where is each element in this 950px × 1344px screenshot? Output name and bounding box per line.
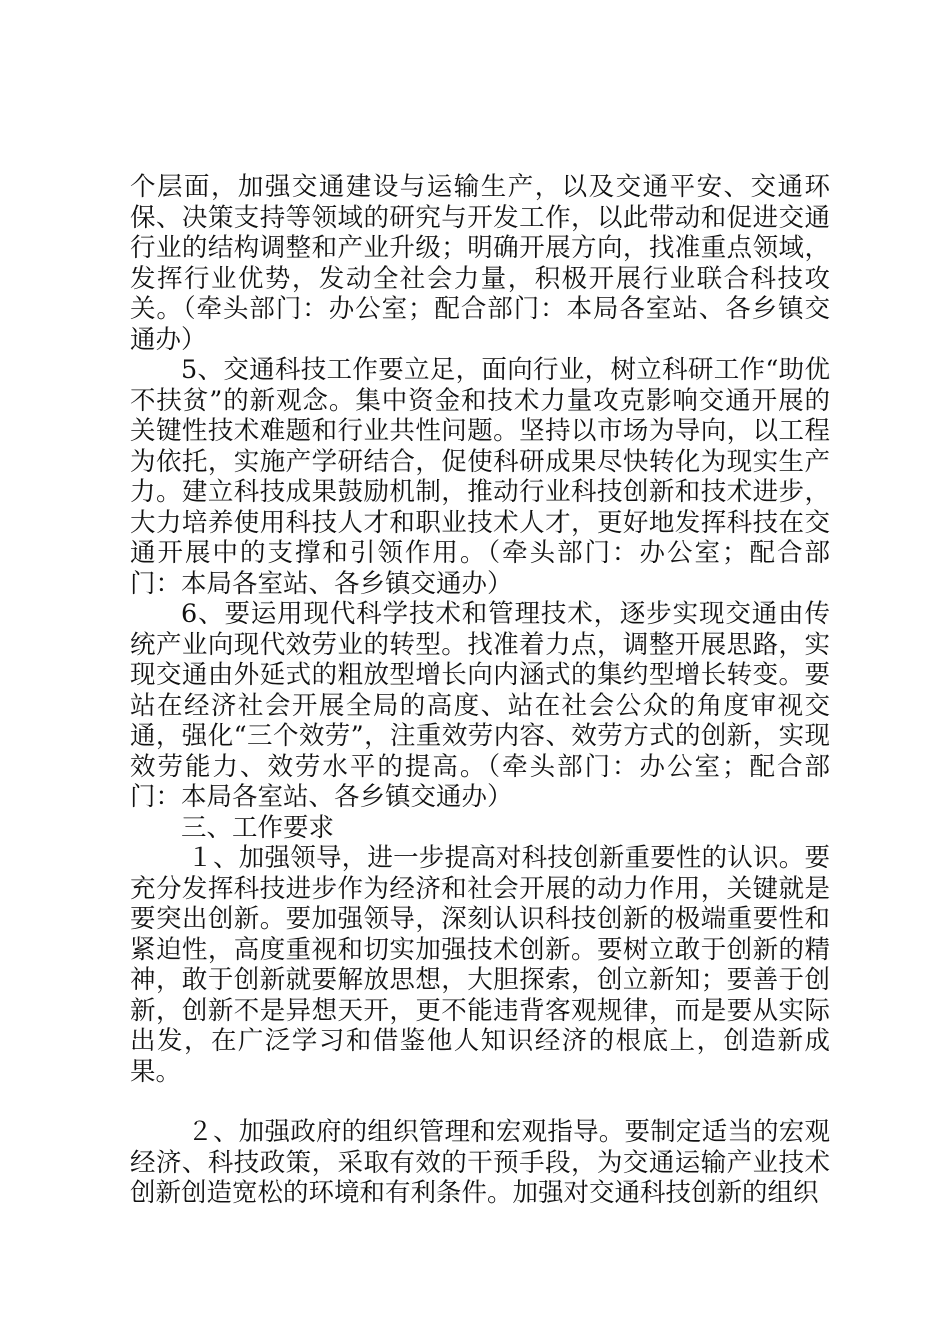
paragraph-requirement-2: ２、加强政府的组织管理和宏观指导。要制定适当的宏观经济、科技政策，采取有效的干预手段，为交通运输产业技术创新创造宽松的环境和有利条件。加强对交通科技创新的组织 xyxy=(130,1117,830,1208)
paragraph-continuation: 个层面，加强交通建设与运输生产，以及交通平安、交通环保、决策支持等领域的研究与开发工作，以此带动和促进交通行业的结构调整和产业升级；明确开展方向，找准重点领域，发挥行业优势，发动全社会力量，积极开展行业联合科技攻关。（牵头部门：办公室；配合部门：本局各室站、各乡镇交通办） xyxy=(130,172,830,355)
section-heading-work-requirements: 三、工作要求 xyxy=(181,812,335,843)
paragraph-item-6: 6、要运用现代科学技术和管理技术，逐步实现交通由传统产业向现代效劳业的转型。找准着力点，调整开展思路，实现交通由外延式的粗放型增长向内涵式的集约型增长转变。要站在经济社会开展全局的高度、站在社会公众的角度审视交通，强化“三个效劳”，注重效劳内容、效劳方式的创新，实现效劳能力、效劳水平的提高。（牵头部门：办公室；配合部门：本局各室站、各乡镇交通办） xyxy=(130,599,830,812)
paragraph-item-5: 5、交通科技工作要立足，面向行业，树立科研工作“助优不扶贫”的新观念。集中资金和技术力量攻克影响交通开展的关键性技术难题和行业共性问题。坚持以市场为导向，以工程为依托，实施产学研结合，促使科研成果尽快转化为现实生产力。建立科技成果鼓励机制，推动行业科技创新和技术进步，大力培养使用科技人才和职业技术人才，更好地发挥科技在交通开展中的支撑和引领作用。（牵头部门：办公室；配合部门：本局各室站、各乡镇交通办） xyxy=(130,355,830,599)
paragraph-requirement-1: １、加强领导，进一步提高对科技创新重要性的认识。要充分发挥科技进步作为经济和社会开展的动力作用，关键就是要突出创新。要加强领导，深刻认识科技创新的极端重要性和紧迫性，高度重视和切实加强技术创新。要树立敢于创新的精神，敢于创新就要解放思想，大胆探索，创立新知；要善于创新，创新不是异想天开，更不能违背客观规律，而是要从实际出发，在广泛学习和借鉴他人知识经济的根底上，创造新成果。 xyxy=(130,843,830,1087)
document-body xyxy=(130,172,830,1209)
